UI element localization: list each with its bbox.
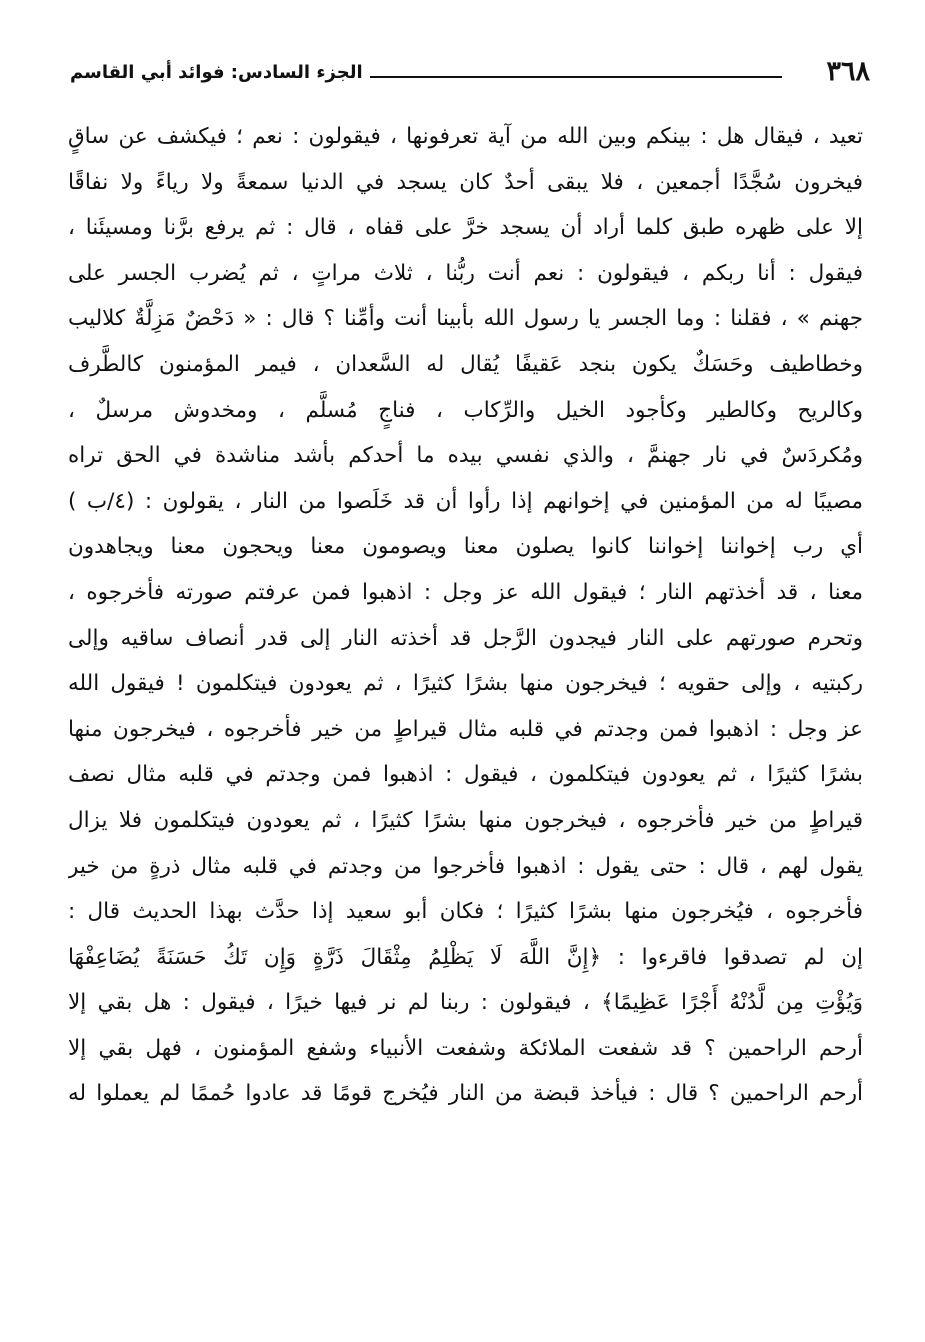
text-line: وخطاطيف وحَسَكٌ يكون بنجد عَقيفًا يُقال له السَّعدان ، فيمر المؤمنون كالطَّرف — [68, 351, 863, 377]
quran-quote-line: إن لم تصدقوا فاقرءوا : ﴿إِنَّ اللَّهَ لَا يَظْلِمُ مِثْقَالَ ذَرَّةٍ وَإِن تَكُ حَسَنَةً يُضَاعِفْهَا — [68, 944, 863, 970]
text-line: أرحم الراحمين ؟ قال : فيأخذ قبضة من النار فيُخرج قومًا قد عادوا حُممًا لم يعملوا له — [68, 1081, 863, 1107]
quran-quote-line: وَيُؤْتِ مِن لَّدُنْهُ أَجْرًا عَظِيمًا﴾ ، فيقولون : ربنا لم نر فيها خيرًا ، فيقول : هل بقي إلا — [68, 990, 863, 1016]
text-line: عز وجل : اذهبوا فمن وجدتم في قلبه مثال قيراطٍ من خير فأخرجوه ، فيخرجون منها — [68, 716, 863, 742]
text-line: مصيبًا له من المؤمنين في إخوانهم إذا رأوا أن قد خَلَصوا من النار ، يقولون : (٤/ب ) — [68, 488, 863, 514]
text-line: أي رب إخواننا إخواننا كانوا يصلون معنا ويصومون معنا ويحجون معنا ويجاهدون — [68, 534, 863, 560]
body-text — [68, 114, 863, 1117]
running-header — [70, 52, 870, 96]
text-line: وتحرم صورتهم على النار فيجدون الرَّجل قد أخذته النار إلى قدر أنصاف ساقيه وإلى — [68, 625, 863, 651]
text-line: وكالريح وكالطير وكأجود الخيل والرِّكاب ، فناجٍ مُسلَّم ، ومخدوش مرسلٌ ، — [68, 397, 863, 423]
text-line: فيخرون سُجَّدًا أجمعين ، فلا يبقى أحدٌ كان يسجد في الدنيا سمعةً ولا رياءً ولا نفاقًا — [68, 169, 863, 195]
text-line: ركبتيه ، وإلى حقويه ؛ فيخرجون منها بشرًا كثيرًا ، ثم يعودون فيتكلمون ! فيقول الله — [68, 671, 863, 697]
running-title: الجزء السادس: فوائد أبي القاسم — [70, 62, 363, 83]
text-line: يقول لهم ، قال : حتى يقول : اذهبوا فأخرجوا من وجدتم في قلبه مثال ذرةٍ من خير — [68, 853, 863, 879]
header-rule — [370, 76, 782, 78]
text-line: جهنم » ، فقلنا : وما الجسر يا رسول الله بأبينا أنت وأمِّنا ؟ قال : « دَحْضٌ مَزِلَّةٌ كلاليب — [68, 306, 863, 332]
text-line: فأخرجوه ، فيُخرجون منها بشرًا كثيرًا ؛ فكان أبو سعيد إذا حدَّث بهذا الحديث قال : — [68, 899, 863, 925]
page-number: ٣٦٨ — [826, 56, 870, 87]
text-line: بشرًا كثيرًا ، ثم يعودون فيتكلمون ، فيقول : اذهبوا فمن وجدتم في قلبه مثال نصف — [68, 762, 863, 788]
text-line: معنا ، قد أخذتهم النار ؛ فيقول الله عز وجل : اذهبوا فمن عرفتم صورته فأخرجوه ، — [68, 579, 863, 605]
text-line: فيقول : أنا ربكم ، فيقولون : نعم أنت ربُّنا ، ثلاث مراتٍ ، ثم يُضرب الجسر على — [68, 260, 863, 286]
text-line: قيراطٍ من خير فأخرجوه ، فيخرجون منها بشرًا كثيرًا ، ثم يعودون فيتكلمون فلا يزال — [68, 807, 863, 833]
text-line: أرحم الراحمين ؟ قد شفعت الملائكة وشفعت الأنبياء وشفع المؤمنون ، فهل بقي إلا — [68, 1035, 863, 1061]
text-line: تعيد ، فيقال هل : بينكم وبين الله من آية تعرفونها ، فيقولون : نعم ؛ فيكشف عن ساقٍ — [68, 124, 863, 149]
text-line: إلا على ظهره طبق كلما أراد أن يسجد خرَّ على قفاه ، قال : ثم يرفع برَّنا ومسيئَنا ، — [68, 215, 863, 241]
text-line: ومُكردَسٌ في نار جهنمَّ ، والذي نفسي بيده ما أحدكم بأشد مناشدة في الحق تراه — [68, 443, 863, 469]
